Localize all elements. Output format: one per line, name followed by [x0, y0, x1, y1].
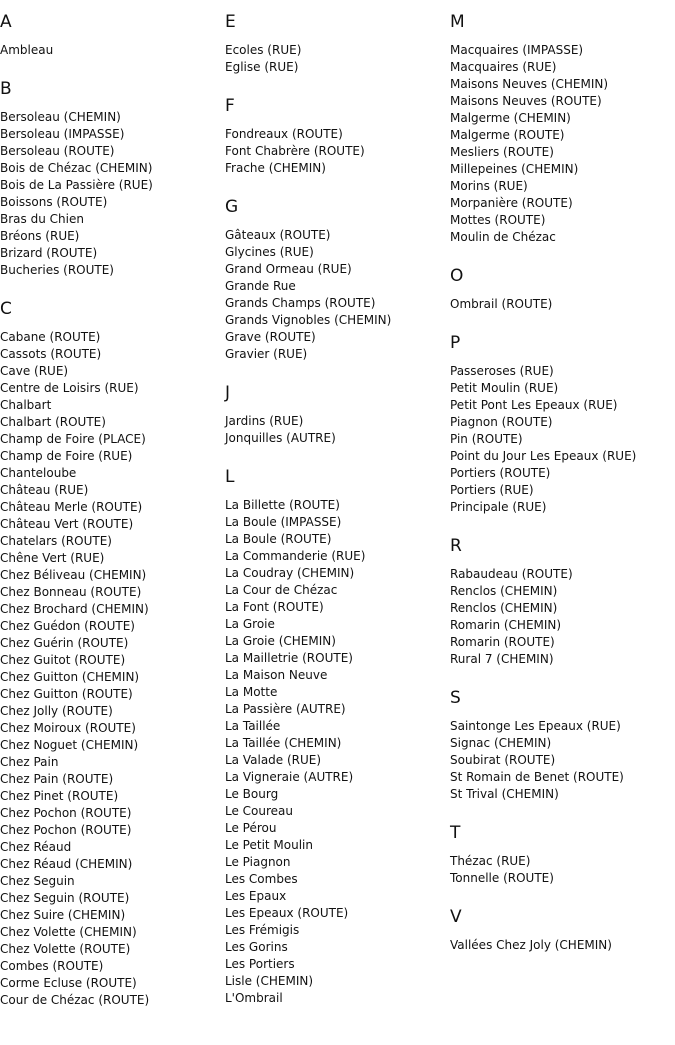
street-entry: La Boule (ROUTE) — [225, 532, 332, 546]
letter-heading: R — [450, 536, 462, 556]
letter-group-c — [0, 298, 222, 1009]
street-entry: Saintonge Les Epeaux (RUE) — [450, 719, 621, 733]
street-entry: Bréons (RUE) — [0, 229, 80, 243]
street-entry: La Commanderie (RUE) — [225, 549, 366, 563]
street-entry: Chez Pinet (ROUTE) — [0, 789, 119, 803]
street-entry: La Maison Neuve — [225, 668, 328, 682]
street-entry: Bersoleau (CHEMIN) — [0, 110, 121, 124]
street-entry: Cour de Chézac (ROUTE) — [0, 993, 150, 1007]
street-entry: Font Chabrère (ROUTE) — [225, 144, 365, 158]
street-entry: Grand Ormeau (RUE) — [225, 262, 352, 276]
street-entry: Le Piagnon — [225, 855, 291, 869]
street-entry: Macquaires (RUE) — [450, 60, 557, 74]
street-entry: Grands Champs (ROUTE) — [225, 296, 376, 310]
street-list — [225, 497, 447, 1007]
street-list — [0, 42, 222, 59]
street-entry: Combes (ROUTE) — [0, 959, 104, 973]
street-entry: La Groie — [225, 617, 275, 631]
street-entry: Bois de La Passière (RUE) — [0, 178, 153, 192]
street-entry: Chez Bonneau (ROUTE) — [0, 585, 142, 599]
letter-heading: V — [450, 907, 462, 927]
street-entry: Les Combes — [225, 872, 298, 886]
street-entry: Bucheries (ROUTE) — [0, 263, 114, 277]
street-entry: La Taillée (CHEMIN) — [225, 736, 342, 750]
street-list — [225, 227, 447, 363]
street-entry: Champ de Foire (RUE) — [0, 449, 133, 463]
street-entry: Cave (RUE) — [0, 364, 69, 378]
street-entry: Château (RUE) — [0, 483, 89, 497]
letter-heading: F — [225, 96, 235, 116]
street-entry: La Cour de Chézac — [225, 583, 338, 597]
street-entry: Brizard (ROUTE) — [0, 246, 98, 260]
street-entry: Chez Pochon (ROUTE) — [0, 823, 132, 837]
street-entry: La Motte — [225, 685, 278, 699]
street-entry: Les Frémigis — [225, 923, 300, 937]
street-entry: Champ de Foire (PLACE) — [0, 432, 146, 446]
letter-heading: O — [450, 266, 464, 286]
street-list — [450, 566, 672, 668]
street-entry: Point du Jour Les Epeaux (RUE) — [450, 449, 637, 463]
street-entry: Jardins (RUE) — [225, 414, 304, 428]
street-entry: Chez Volette (CHEMIN) — [0, 925, 137, 939]
letter-group-f — [225, 95, 447, 177]
street-entry: Romarin (CHEMIN) — [450, 618, 562, 632]
street-entry: Les Epaux — [225, 889, 287, 903]
street-entry: Chez Réaud (CHEMIN) — [0, 857, 133, 871]
street-entry: Chalbart (ROUTE) — [0, 415, 106, 429]
street-entry: Romarin (ROUTE) — [450, 635, 555, 649]
letter-group-l — [225, 466, 447, 1007]
street-entry: Renclos (CHEMIN) — [450, 584, 558, 598]
street-entry: Château Merle (ROUTE) — [0, 500, 143, 514]
street-entry: Chez Guédon (ROUTE) — [0, 619, 135, 633]
street-entry: Chez Guitot (ROUTE) — [0, 653, 126, 667]
street-entry: Principale (RUE) — [450, 500, 547, 514]
letter-group-j — [225, 382, 447, 447]
street-entry: La Boule (IMPASSE) — [225, 515, 342, 529]
index-column-1 — [0, 11, 222, 1028]
street-entry: Rabaudeau (ROUTE) — [450, 567, 573, 581]
street-entry: Chez Suire (CHEMIN) — [0, 908, 126, 922]
letter-heading: C — [0, 299, 12, 319]
street-entry: La Valade (RUE) — [225, 753, 322, 767]
street-entry: Cabane (ROUTE) — [0, 330, 101, 344]
street-entry: Bersoleau (IMPASSE) — [0, 127, 125, 141]
street-entry: Pin (ROUTE) — [450, 432, 523, 446]
street-entry: Gâteaux (ROUTE) — [225, 228, 331, 242]
street-entry: La Billette (ROUTE) — [225, 498, 340, 512]
street-entry: Portiers (ROUTE) — [450, 466, 551, 480]
street-entry: Boissons (ROUTE) — [0, 195, 108, 209]
street-entry: Petit Pont Les Epeaux (RUE) — [450, 398, 618, 412]
street-entry: Frache (CHEMIN) — [225, 161, 326, 175]
letter-group-e — [225, 11, 447, 76]
street-entry: St Romain de Benet (ROUTE) — [450, 770, 624, 784]
letter-heading: M — [450, 12, 465, 32]
street-entry: Moulin de Chézac — [450, 230, 556, 244]
letter-group-m — [450, 11, 672, 246]
letter-heading: L — [225, 467, 235, 487]
street-entry: La Groie (CHEMIN) — [225, 634, 336, 648]
letter-group-s — [450, 687, 672, 803]
street-entry: Bersoleau (ROUTE) — [0, 144, 115, 158]
street-entry: Bras du Chien — [0, 212, 84, 226]
street-entry: Rural 7 (CHEMIN) — [450, 652, 554, 666]
index-column-2 — [225, 11, 447, 1026]
street-entry: Chez Volette (ROUTE) — [0, 942, 131, 956]
letter-group-a — [0, 11, 222, 59]
street-entry: Cassots (ROUTE) — [0, 347, 102, 361]
street-entry: Mesliers (ROUTE) — [450, 145, 554, 159]
street-list — [450, 718, 672, 803]
street-entry: La Mailletrie (ROUTE) — [225, 651, 353, 665]
street-entry: Bois de Chézac (CHEMIN) — [0, 161, 153, 175]
street-entry: Chêne Vert (RUE) — [0, 551, 105, 565]
street-entry: Millepeines (CHEMIN) — [450, 162, 579, 176]
street-entry: Renclos (CHEMIN) — [450, 601, 558, 615]
street-entry: Centre de Loisirs (RUE) — [0, 381, 139, 395]
street-entry: Fondreaux (ROUTE) — [225, 127, 343, 141]
street-list — [450, 296, 672, 313]
street-entry: Soubirat (ROUTE) — [450, 753, 556, 767]
street-list — [225, 42, 447, 76]
letter-heading: P — [450, 333, 461, 353]
street-entry: Chez Pochon (ROUTE) — [0, 806, 132, 820]
letter-group-v — [450, 906, 672, 954]
letter-heading: E — [225, 12, 236, 32]
street-list — [225, 126, 447, 177]
street-entry: Le Coureau — [225, 804, 294, 818]
street-entry: Glycines (RUE) — [225, 245, 314, 259]
street-list — [0, 109, 222, 279]
letter-heading: G — [225, 197, 239, 217]
street-entry: Piagnon (ROUTE) — [450, 415, 553, 429]
street-entry: Morpanière (ROUTE) — [450, 196, 573, 210]
street-entry: Macquaires (IMPASSE) — [450, 43, 584, 57]
street-entry: Chez Guérin (ROUTE) — [0, 636, 129, 650]
street-entry: Le Petit Moulin — [225, 838, 313, 852]
street-entry: Malgerme (CHEMIN) — [450, 111, 571, 125]
letter-heading: J — [225, 383, 231, 403]
street-entry: La Taillée — [225, 719, 281, 733]
street-entry: Chez Seguin — [0, 874, 75, 888]
street-entry: Petit Moulin (RUE) — [450, 381, 559, 395]
street-entry: St Trival (CHEMIN) — [450, 787, 559, 801]
street-entry: Chez Béliveau (CHEMIN) — [0, 568, 147, 582]
street-list — [450, 42, 672, 246]
street-entry: Ecoles (RUE) — [225, 43, 302, 57]
street-entry: Chez Guitton (ROUTE) — [0, 687, 133, 701]
street-entry: Chanteloube — [0, 466, 77, 480]
street-entry: Tonnelle (ROUTE) — [450, 871, 554, 885]
street-entry: Lisle (CHEMIN) — [225, 974, 314, 988]
street-entry: Chez Jolly (ROUTE) — [0, 704, 113, 718]
street-entry: Chez Réaud — [0, 840, 72, 854]
street-entry: Morins (RUE) — [450, 179, 528, 193]
letter-heading: S — [450, 688, 461, 708]
street-entry: Gravier (RUE) — [225, 347, 308, 361]
street-entry: Chez Pain (ROUTE) — [0, 772, 114, 786]
street-entry: Corme Ecluse (ROUTE) — [0, 976, 137, 990]
street-entry: Malgerme (ROUTE) — [450, 128, 565, 142]
street-entry: Ombrail (ROUTE) — [450, 297, 553, 311]
street-list — [225, 413, 447, 447]
street-entry: Chalbart — [0, 398, 52, 412]
street-entry: Jonquilles (AUTRE) — [225, 431, 336, 445]
street-entry: Maisons Neuves (CHEMIN) — [450, 77, 609, 91]
street-entry: Chatelars (ROUTE) — [0, 534, 112, 548]
letter-group-o — [450, 265, 672, 313]
street-entry: Les Epeaux (ROUTE) — [225, 906, 349, 920]
street-entry: Thézac (RUE) — [450, 854, 531, 868]
street-entry: L'Ombrail — [225, 991, 283, 1005]
street-entry: Chez Pain — [0, 755, 59, 769]
street-entry: Château Vert (ROUTE) — [0, 517, 134, 531]
street-entry: Chez Guitton (CHEMIN) — [0, 670, 140, 684]
letter-group-p — [450, 332, 672, 516]
letter-group-t — [450, 822, 672, 887]
street-entry: Chez Moiroux (ROUTE) — [0, 721, 136, 735]
street-entry: Grave (ROUTE) — [225, 330, 316, 344]
letter-heading: A — [0, 12, 12, 32]
index-column-3 — [450, 11, 672, 973]
letter-group-r — [450, 535, 672, 668]
street-entry: Grande Rue — [225, 279, 296, 293]
street-entry: Signac (CHEMIN) — [450, 736, 552, 750]
street-entry: Le Pérou — [225, 821, 277, 835]
street-entry: La Passière (AUTRE) — [225, 702, 346, 716]
street-list — [450, 937, 672, 954]
street-entry: La Font (ROUTE) — [225, 600, 324, 614]
street-entry: Grands Vignobles (CHEMIN) — [225, 313, 392, 327]
street-entry: Mottes (ROUTE) — [450, 213, 546, 227]
letter-group-g — [225, 196, 447, 363]
street-entry: Passeroses (RUE) — [450, 364, 554, 378]
street-entry: Vallées Chez Joly (CHEMIN) — [450, 938, 612, 952]
street-entry: Chez Brochard (CHEMIN) — [0, 602, 149, 616]
street-entry: Portiers (RUE) — [450, 483, 534, 497]
street-entry: La Coudray (CHEMIN) — [225, 566, 355, 580]
street-entry: Les Gorins — [225, 940, 288, 954]
letter-group-b — [0, 78, 222, 279]
street-entry: Les Portiers — [225, 957, 295, 971]
street-list — [450, 363, 672, 516]
street-entry: Ambleau — [0, 43, 54, 57]
street-entry: La Vigneraie (AUTRE) — [225, 770, 354, 784]
street-entry: Maisons Neuves (ROUTE) — [450, 94, 602, 108]
street-entry: Chez Seguin (ROUTE) — [0, 891, 130, 905]
letter-heading: T — [450, 823, 461, 843]
street-entry: Eglise (RUE) — [225, 60, 299, 74]
street-list — [450, 853, 672, 887]
street-entry: Le Bourg — [225, 787, 279, 801]
letter-heading: B — [0, 79, 12, 99]
street-entry: Chez Noguet (CHEMIN) — [0, 738, 139, 752]
street-list — [0, 329, 222, 1009]
